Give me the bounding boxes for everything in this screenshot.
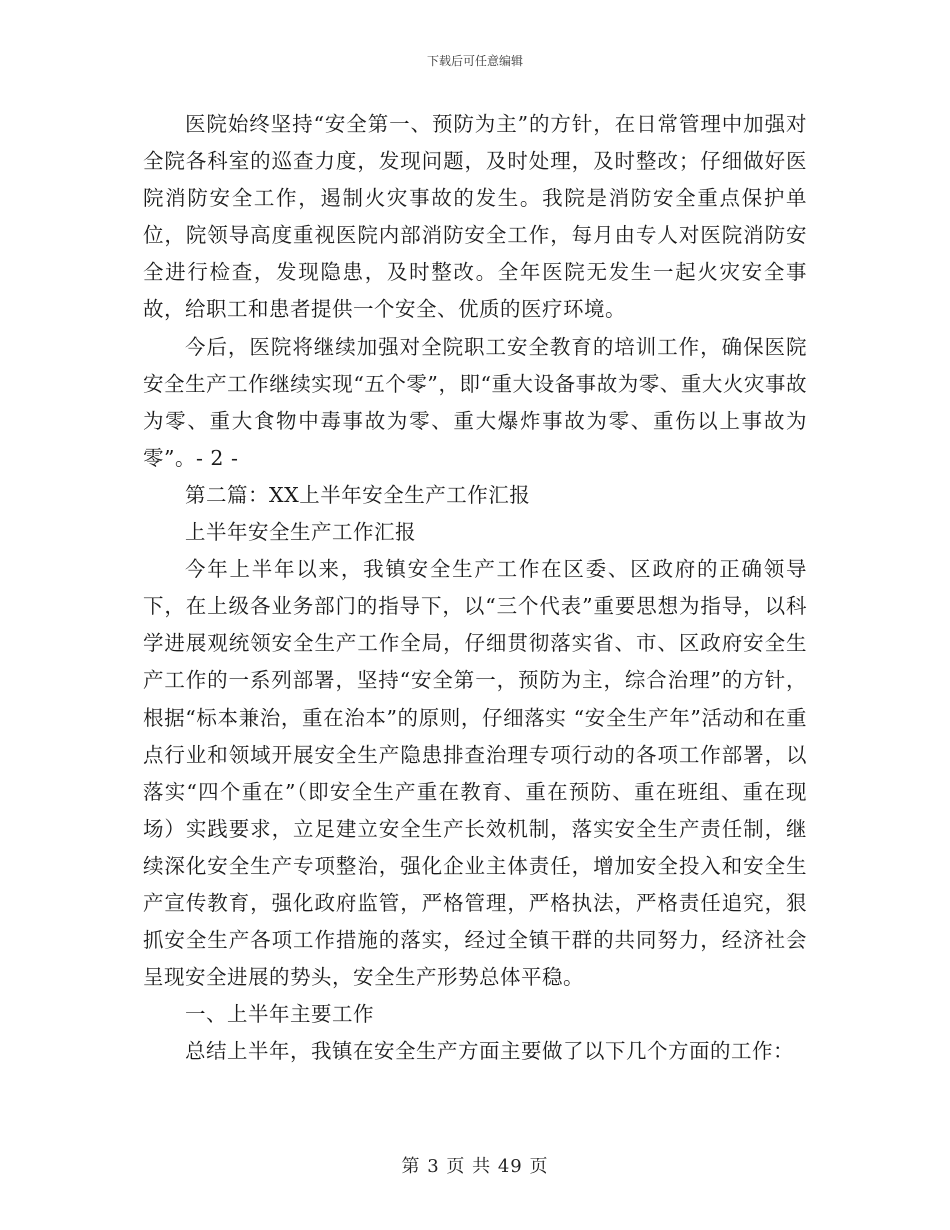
paragraph-hospital-fire-safety: 医院始终坚持“安全第一、预防为主”的方针，在日常管理中加强对全院各科室的巡查力度，发现问题，及时处理，及时整改；仔细做好医院消防安全工作，遏制火灾事故的发生。我院是消防安全重点保护单位，院领导高度重视医院内部消防安全工作，每月由专人对医院消防安全进行检查，发现隐患，及时整改。全年医院无发生一起火灾安全事故，给职工和患者提供一个安全、优质的医疗环境。: [143, 112, 807, 322]
page-number: 第 3 页 共 49 页: [401, 1156, 549, 1177]
section-title: 第二篇：XX上半年安全生产工作汇报: [185, 482, 531, 507]
paragraph-summary: 总结上半年，我镇在安全生产方面主要做了以下几个方面的工作：: [185, 1039, 794, 1064]
document-body: [143, 106, 807, 1070]
report-title: 上半年安全生产工作汇报: [185, 520, 416, 545]
page-header: 下载后可任意编辑: [426, 54, 523, 68]
paragraph-future-plan: 今后，医院将继续加强对全院职工安全教育的培训工作，确保医院安全生产工作继续实现“五个零”，即“重大设备事故为零、重大火灾事故为零、重大食物中毒事故为零、重大爆炸事故为零、重伤以上事故为零”。- 2 -: [143, 334, 807, 470]
paragraph-report-intro: 今年上半年以来，我镇安全生产工作在区委、区政府的正确领导下，在上级各业务部门的指导下，以“三个代表”重要思想为指导，以科学进展观统领安全生产工作全局，仔细贯彻落实省、市、区政府安全生产工作的一系列部署，坚持“安全第一，预防为主，综合治理”的方针，根据“标本兼治，重在治本”的原则，仔细落实 “安全生产年”活动和在重点行业和领域开展安全生产隐患排查治理专项行动的各项工作部署，以落实“四个重在”（即安全生产重在教育、重在预防、重在班组、重在现场）实践要求，立足建立安全生产长效机制，落实安全生产责任制，继续深化安全生产专项整治，强化企业主体责任，增加安全投入和安全生产宣传教育，强化政府监管，严格管理，严格执法，严格责任追究，狠抓安全生产各项工作措施的落实，经过全镇干群的共同努力，经济社会呈现安全进展的势头，安全生产形势总体平稳。: [143, 557, 807, 990]
subheading-main-work: 一、上半年主要工作: [185, 1002, 374, 1027]
